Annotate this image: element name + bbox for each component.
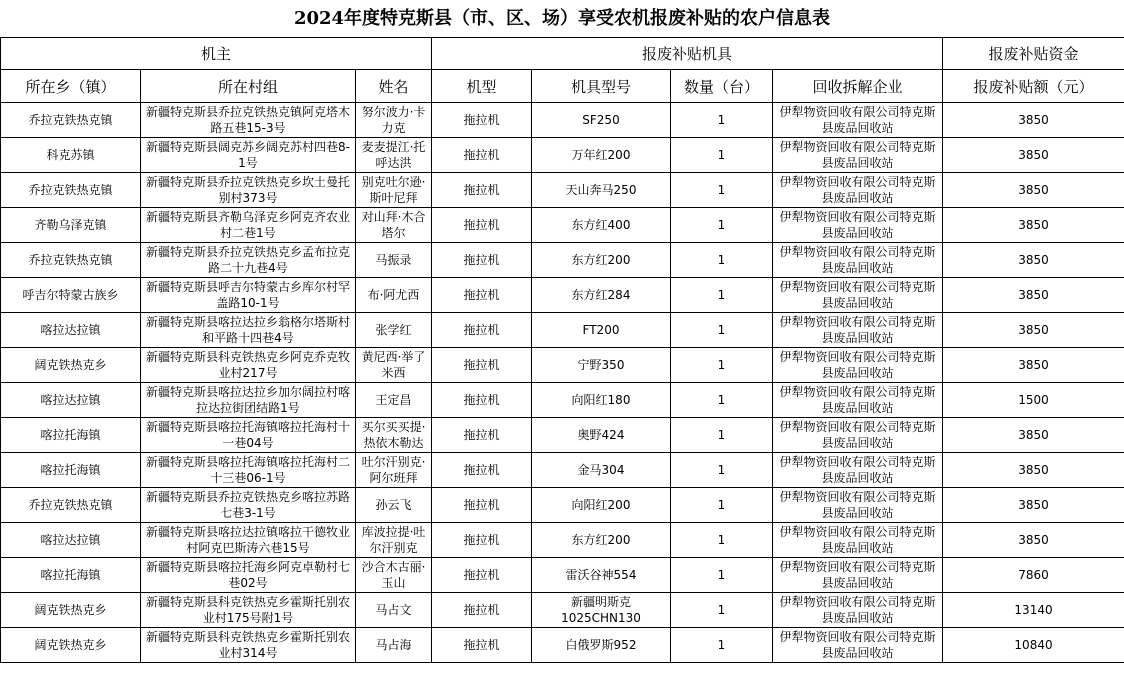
cell-name[interactable]: 孙云飞	[356, 488, 432, 523]
cell-village[interactable]: 新疆特克斯县喀拉达拉乡翁格尔塔斯村和平路十四巷4号	[141, 313, 356, 348]
cell-township[interactable]: 乔拉克铁热克镇	[1, 243, 141, 278]
cell-enterprise[interactable]: 伊犁物资回收有限公司特克斯县废品回收站	[773, 173, 943, 208]
cell-village[interactable]: 新疆特克斯县喀拉托海镇喀拉托海村十一巷04号	[141, 418, 356, 453]
cell-enterprise[interactable]: 伊犁物资回收有限公司特克斯县废品回收站	[773, 208, 943, 243]
cell-township[interactable]: 喀拉达拉镇	[1, 383, 141, 418]
table-row	[1, 488, 1124, 523]
cell-village[interactable]: 新疆特克斯县科克铁热克乡霍斯托别农业村314号	[141, 628, 356, 663]
col-header-model[interactable]: 机具型号	[532, 70, 671, 103]
cell-model[interactable]: 东方红284	[532, 278, 671, 313]
cell-name[interactable]: 麦麦提江·托呼达洪	[356, 138, 432, 173]
cell-village[interactable]: 新疆特克斯县喀拉托海镇喀拉托海村二十三巷06-1号	[141, 453, 356, 488]
cell-model[interactable]: 天山奔马250	[532, 173, 671, 208]
cell-amount[interactable]: 3850	[943, 138, 1124, 173]
cell-name[interactable]: 努尔波力·卡力克	[356, 103, 432, 138]
cell-qty[interactable]: 1	[671, 383, 773, 418]
cell-name[interactable]: 马占文	[356, 593, 432, 628]
cell-amount[interactable]: 1500	[943, 383, 1124, 418]
cell-township[interactable]: 喀拉达拉镇	[1, 523, 141, 558]
group-header-row	[1, 38, 1124, 70]
cell-name[interactable]: 库波拉提·吐尔汗别克	[356, 523, 432, 558]
cell-qty[interactable]: 1	[671, 348, 773, 383]
cell-model[interactable]: 向阳红180	[532, 383, 671, 418]
cell-enterprise[interactable]: 伊犁物资回收有限公司特克斯县废品回收站	[773, 278, 943, 313]
table-row	[1, 383, 1124, 418]
cell-township[interactable]: 呼吉尔特蒙古族乡	[1, 278, 141, 313]
table-row	[1, 348, 1124, 383]
cell-amount[interactable]: 3850	[943, 488, 1124, 523]
table-row	[1, 138, 1124, 173]
cell-enterprise[interactable]: 伊犁物资回收有限公司特克斯县废品回收站	[773, 348, 943, 383]
cell-qty[interactable]: 1	[671, 243, 773, 278]
cell-type[interactable]: 拖拉机	[432, 243, 532, 278]
cell-township[interactable]: 科克苏镇	[1, 138, 141, 173]
cell-model[interactable]: 向阳红200	[532, 488, 671, 523]
cell-enterprise[interactable]: 伊犁物资回收有限公司特克斯县废品回收站	[773, 558, 943, 593]
col-header-township[interactable]: 所在乡（镇）	[1, 70, 141, 103]
cell-model[interactable]: 奥野424	[532, 418, 671, 453]
cell-enterprise[interactable]: 伊犁物资回收有限公司特克斯县废品回收站	[773, 103, 943, 138]
cell-qty[interactable]: 1	[671, 208, 773, 243]
cell-village[interactable]: 新疆特克斯县科克铁热克乡霍斯托别农业村175号附1号	[141, 593, 356, 628]
cell-enterprise[interactable]: 伊犁物资回收有限公司特克斯县废品回收站	[773, 453, 943, 488]
cell-enterprise[interactable]: 伊犁物资回收有限公司特克斯县废品回收站	[773, 593, 943, 628]
subsidy-table	[0, 37, 1124, 663]
cell-amount[interactable]: 3850	[943, 348, 1124, 383]
cell-amount[interactable]: 3850	[943, 103, 1124, 138]
cell-village[interactable]: 新疆特克斯县乔拉克铁热克乡坎土曼托别村373号	[141, 173, 356, 208]
cell-name[interactable]: 布·阿尤西	[356, 278, 432, 313]
cell-model[interactable]: 新疆明斯克1025CHN130	[532, 593, 671, 628]
cell-type[interactable]: 拖拉机	[432, 488, 532, 523]
cell-name[interactable]: 张学红	[356, 313, 432, 348]
col-header-qty[interactable]: 数量（台）	[671, 70, 773, 103]
cell-type[interactable]: 拖拉机	[432, 523, 532, 558]
cell-township[interactable]: 喀拉托海镇	[1, 453, 141, 488]
cell-village[interactable]: 新疆特克斯县喀拉托海乡阿克卓勒村七巷02号	[141, 558, 356, 593]
cell-model[interactable]: 白俄罗斯952	[532, 628, 671, 663]
cell-amount[interactable]: 3850	[943, 173, 1124, 208]
table-row	[1, 453, 1124, 488]
cell-village[interactable]: 新疆特克斯县阔克苏乡阔克苏村四巷8-1号	[141, 138, 356, 173]
table-row	[1, 278, 1124, 313]
cell-type[interactable]: 拖拉机	[432, 418, 532, 453]
cell-amount[interactable]: 3850	[943, 208, 1124, 243]
cell-qty[interactable]: 1	[671, 278, 773, 313]
cell-enterprise[interactable]: 伊犁物资回收有限公司特克斯县废品回收站	[773, 628, 943, 663]
cell-enterprise[interactable]: 伊犁物资回收有限公司特克斯县废品回收站	[773, 313, 943, 348]
cell-enterprise[interactable]: 伊犁物资回收有限公司特克斯县废品回收站	[773, 523, 943, 558]
cell-amount[interactable]: 7860	[943, 558, 1124, 593]
cell-amount[interactable]: 3850	[943, 243, 1124, 278]
cell-name[interactable]: 买尔买买提·热依木勒达	[356, 418, 432, 453]
cell-name[interactable]: 别克吐尔逊·斯叶尼拜	[356, 173, 432, 208]
cell-name[interactable]: 对山拜·木合塔尔	[356, 208, 432, 243]
group-header-owner[interactable]: 机主	[1, 38, 432, 70]
cell-village[interactable]: 新疆特克斯县乔拉克铁热克镇阿克塔木路五巷15-3号	[141, 103, 356, 138]
cell-amount[interactable]: 3850	[943, 453, 1124, 488]
cell-township[interactable]: 喀拉达拉镇	[1, 313, 141, 348]
cell-amount[interactable]: 3850	[943, 523, 1124, 558]
cell-qty[interactable]: 1	[671, 138, 773, 173]
cell-type[interactable]: 拖拉机	[432, 348, 532, 383]
table-row	[1, 313, 1124, 348]
cell-amount[interactable]: 13140	[943, 593, 1124, 628]
col-header-type[interactable]: 机型	[432, 70, 532, 103]
cell-model[interactable]: 东方红400	[532, 208, 671, 243]
cell-name[interactable]: 吐尔汗别克·阿尔班拜	[356, 453, 432, 488]
cell-name[interactable]: 马振录	[356, 243, 432, 278]
cell-type[interactable]: 拖拉机	[432, 173, 532, 208]
sheet-title: 2024年度特克斯县（市、区、场）享受农机报废补贴的农户信息表	[293, 8, 831, 29]
cell-enterprise[interactable]: 伊犁物资回收有限公司特克斯县废品回收站	[773, 243, 943, 278]
cell-type[interactable]: 拖拉机	[432, 593, 532, 628]
col-header-village[interactable]: 所在村组	[141, 70, 356, 103]
cell-village[interactable]: 新疆特克斯县呼吉尔特蒙古乡库尔村罕盖路10-1号	[141, 278, 356, 313]
table-row	[1, 243, 1124, 278]
column-header-row	[1, 70, 1124, 103]
cell-village[interactable]: 新疆特克斯县喀拉达拉乡加尔阔拉村喀拉达拉街团结路1号	[141, 383, 356, 418]
cell-township[interactable]: 齐勒乌泽克镇	[1, 208, 141, 243]
cell-name[interactable]: 黄尼西·举了米西	[356, 348, 432, 383]
cell-amount[interactable]: 3850	[943, 418, 1124, 453]
cell-name[interactable]: 沙合木古丽·玉山	[356, 558, 432, 593]
cell-township[interactable]: 乔拉克铁热克镇	[1, 488, 141, 523]
cell-village[interactable]: 新疆特克斯县乔拉克铁热克乡喀拉苏路七巷3-1号	[141, 488, 356, 523]
cell-qty[interactable]: 1	[671, 173, 773, 208]
group-header-machine[interactable]: 报废补贴机具	[432, 38, 943, 70]
cell-model[interactable]: SF250	[532, 103, 671, 138]
cell-qty[interactable]: 1	[671, 453, 773, 488]
cell-model[interactable]: 宁野350	[532, 348, 671, 383]
cell-township[interactable]: 乔拉克铁热克镇	[1, 103, 141, 138]
cell-qty[interactable]: 1	[671, 523, 773, 558]
cell-village[interactable]: 新疆特克斯县喀拉达拉镇喀拉干德牧业村阿克巴斯涛六巷15号	[141, 523, 356, 558]
cell-amount[interactable]: 3850	[943, 313, 1124, 348]
table-row	[1, 593, 1124, 628]
cell-enterprise[interactable]: 伊犁物资回收有限公司特克斯县废品回收站	[773, 418, 943, 453]
cell-village[interactable]: 新疆特克斯县乔拉克铁热克乡孟布拉克路二十九巷4号	[141, 243, 356, 278]
cell-type[interactable]: 拖拉机	[432, 208, 532, 243]
group-header-funds[interactable]: 报废补贴资金	[943, 38, 1124, 70]
cell-model[interactable]: FT200	[532, 313, 671, 348]
table-row	[1, 523, 1124, 558]
cell-township[interactable]: 喀拉托海镇	[1, 418, 141, 453]
col-header-amount[interactable]: 报废补贴额（元）	[943, 70, 1124, 103]
cell-village[interactable]: 新疆特克斯县齐勒乌泽克乡阿克齐农业村二巷1号	[141, 208, 356, 243]
cell-type[interactable]: 拖拉机	[432, 453, 532, 488]
cell-type[interactable]: 拖拉机	[432, 313, 532, 348]
cell-type[interactable]: 拖拉机	[432, 628, 532, 663]
cell-name[interactable]: 马占海	[356, 628, 432, 663]
cell-type[interactable]: 拖拉机	[432, 138, 532, 173]
cell-model[interactable]: 东方红200	[532, 243, 671, 278]
cell-type[interactable]: 拖拉机	[432, 383, 532, 418]
cell-village[interactable]: 新疆特克斯县科克铁热克乡阿克乔克牧业村217号	[141, 348, 356, 383]
cell-township[interactable]: 阔克铁热克乡	[1, 348, 141, 383]
cell-qty[interactable]: 1	[671, 488, 773, 523]
cell-township[interactable]: 阔克铁热克乡	[1, 628, 141, 663]
cell-model[interactable]: 雷沃谷神554	[532, 558, 671, 593]
table-row	[1, 103, 1124, 138]
col-header-name[interactable]: 姓名	[356, 70, 432, 103]
col-header-enterprise[interactable]: 回收拆解企业	[773, 70, 943, 103]
cell-qty[interactable]: 1	[671, 418, 773, 453]
cell-model[interactable]: 万年红200	[532, 138, 671, 173]
cell-qty[interactable]: 1	[671, 628, 773, 663]
cell-qty[interactable]: 1	[671, 593, 773, 628]
cell-model[interactable]: 东方红200	[532, 523, 671, 558]
cell-qty[interactable]: 1	[671, 313, 773, 348]
cell-enterprise[interactable]: 伊犁物资回收有限公司特克斯县废品回收站	[773, 383, 943, 418]
cell-type[interactable]: 拖拉机	[432, 558, 532, 593]
table-row	[1, 418, 1124, 453]
cell-enterprise[interactable]: 伊犁物资回收有限公司特克斯县废品回收站	[773, 488, 943, 523]
cell-type[interactable]: 拖拉机	[432, 103, 532, 138]
cell-township[interactable]: 乔拉克铁热克镇	[1, 173, 141, 208]
table-row	[1, 173, 1124, 208]
table-row	[1, 558, 1124, 593]
cell-type[interactable]: 拖拉机	[432, 278, 532, 313]
cell-enterprise[interactable]: 伊犁物资回收有限公司特克斯县废品回收站	[773, 138, 943, 173]
cell-model[interactable]: 金马304	[532, 453, 671, 488]
cell-qty[interactable]: 1	[671, 103, 773, 138]
table-row	[1, 208, 1124, 243]
cell-township[interactable]: 阔克铁热克乡	[1, 593, 141, 628]
table-row	[1, 628, 1124, 663]
cell-township[interactable]: 喀拉托海镇	[1, 558, 141, 593]
cell-name[interactable]: 王定昌	[356, 383, 432, 418]
cell-qty[interactable]: 1	[671, 558, 773, 593]
cell-amount[interactable]: 3850	[943, 278, 1124, 313]
cell-amount[interactable]: 10840	[943, 628, 1124, 663]
